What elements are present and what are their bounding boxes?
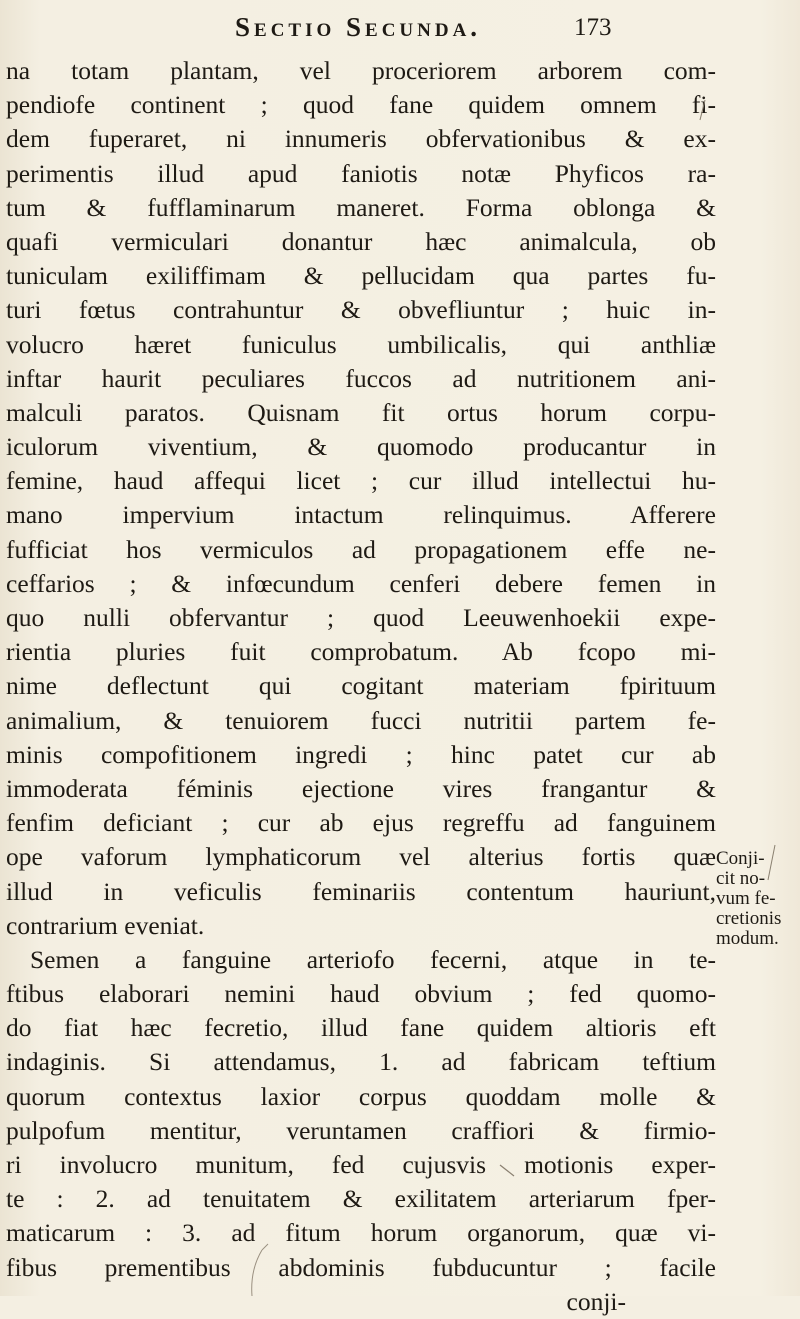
text-line: ope vaforum lymphaticorum vel alterius fortis quæ [6, 842, 716, 872]
text-line: tuniculam exiliffimam & pellucidam qua partes fu- [6, 261, 716, 291]
text-line: fenfim deficiant ; cur ab ejus regreffu ad fanguinem [6, 808, 716, 838]
text-line: volucro hæret funiculus umbilicalis, qui anthliæ [6, 329, 716, 359]
text-line: indaginis. Si attendamus, 1. ad fabricam teftium [6, 1047, 716, 1077]
margin-note-line: modum. [716, 928, 779, 949]
text-line: quorum contextus laxior corpus quoddam molle & [6, 1081, 716, 1111]
text-line: ftibus elaborari nemini haud obvium ; fed quomo- [6, 979, 716, 1009]
text-line: ceffarios ; & infœcundum cenferi debere femen in [6, 568, 716, 598]
running-head-title: Sectio Secunda. [235, 12, 482, 42]
text-line: animalium, & tenuiorem fucci nutritii partem fe- [6, 705, 716, 735]
body-text [6, 54, 716, 1319]
text-line: dem fuperaret, ni innumeris obfervationibus & ex- [6, 124, 716, 154]
text-line: pendiofe continent ; quod fane quidem omnem fi- [6, 90, 716, 120]
text-line: do fiat hæc fecretio, illud fane quidem altioris eft [6, 1013, 716, 1043]
text-line: femine, haud affequi licet ; cur illud intellectui hu- [6, 466, 716, 496]
text-line: inftar haurit peculiares fuccos ad nutritionem ani- [6, 363, 716, 393]
text-line-paragraph-start: Semen a fanguine arteriofo fecerni, atque in te- [30, 944, 716, 974]
running-head [0, 12, 800, 46]
text-line: mano impervium intactum relinquimus. Afferere [6, 500, 716, 530]
text-line: fibus prementibus abdominis fubducuntur ; facile [6, 1252, 716, 1282]
text-line: ri involucro munitum, fed cujusvis motionis exper- [6, 1150, 716, 1179]
text-line: tum & fufflaminarum maneret. Forma oblonga & [6, 192, 716, 222]
page-number: 173 [574, 14, 612, 41]
text-line: immoderata féminis ejectione vires frangantur & [6, 773, 716, 803]
text-line: rientia pluries fuit comprobatum. Ab fcopo mi- [6, 637, 716, 667]
margin-note-line: Conji- [716, 848, 765, 869]
text-line: quafi vermiculari donantur hæc animalcula, ob [6, 226, 716, 256]
catchword: conji- [566, 1286, 626, 1316]
margin-note-line: cretionis [716, 908, 782, 929]
text-line-paragraph-end: contrarium eveniat. [6, 910, 205, 940]
text-line: pulpofum mentitur, veruntamen craffiori & firmio- [6, 1115, 716, 1145]
margin-note-line: vum fe- [716, 888, 776, 909]
text-line: perimentis illud apud faniotis notæ Phyficos ra- [6, 158, 716, 188]
margin-note [716, 849, 800, 949]
text-line: turi fœtus contrahuntur & obvefliuntur ; huic in- [6, 295, 716, 325]
text-line: nime deflectunt qui cogitant materiam fpirituum [6, 671, 716, 701]
text-line: maticarum : 3. ad fitum horum organorum, quæ vi- [6, 1218, 716, 1248]
text-line: quo nulli obfervantur ; quod Leeuwenhoekii expe- [6, 603, 716, 632]
text-line: te : 2. ad tenuitatem & exilitatem arteriarum fper- [6, 1184, 716, 1214]
text-line: minis compofitionem ingredi ; hinc patet cur ab [6, 739, 716, 769]
margin-note-line: cit no- [716, 868, 766, 889]
text-line: illud in veficulis feminariis contentum hauriunt, [6, 876, 716, 906]
text-line: malculi paratos. Quisnam fit ortus horum corpu- [6, 397, 716, 427]
text-line: iculorum viventium, & quomodo producantur in [6, 432, 716, 462]
text-line: na totam plantam, vel proceriorem arborem com- [6, 56, 716, 85]
text-line: fufficiat hos vermiculos ad propagationem effe ne- [6, 534, 716, 564]
